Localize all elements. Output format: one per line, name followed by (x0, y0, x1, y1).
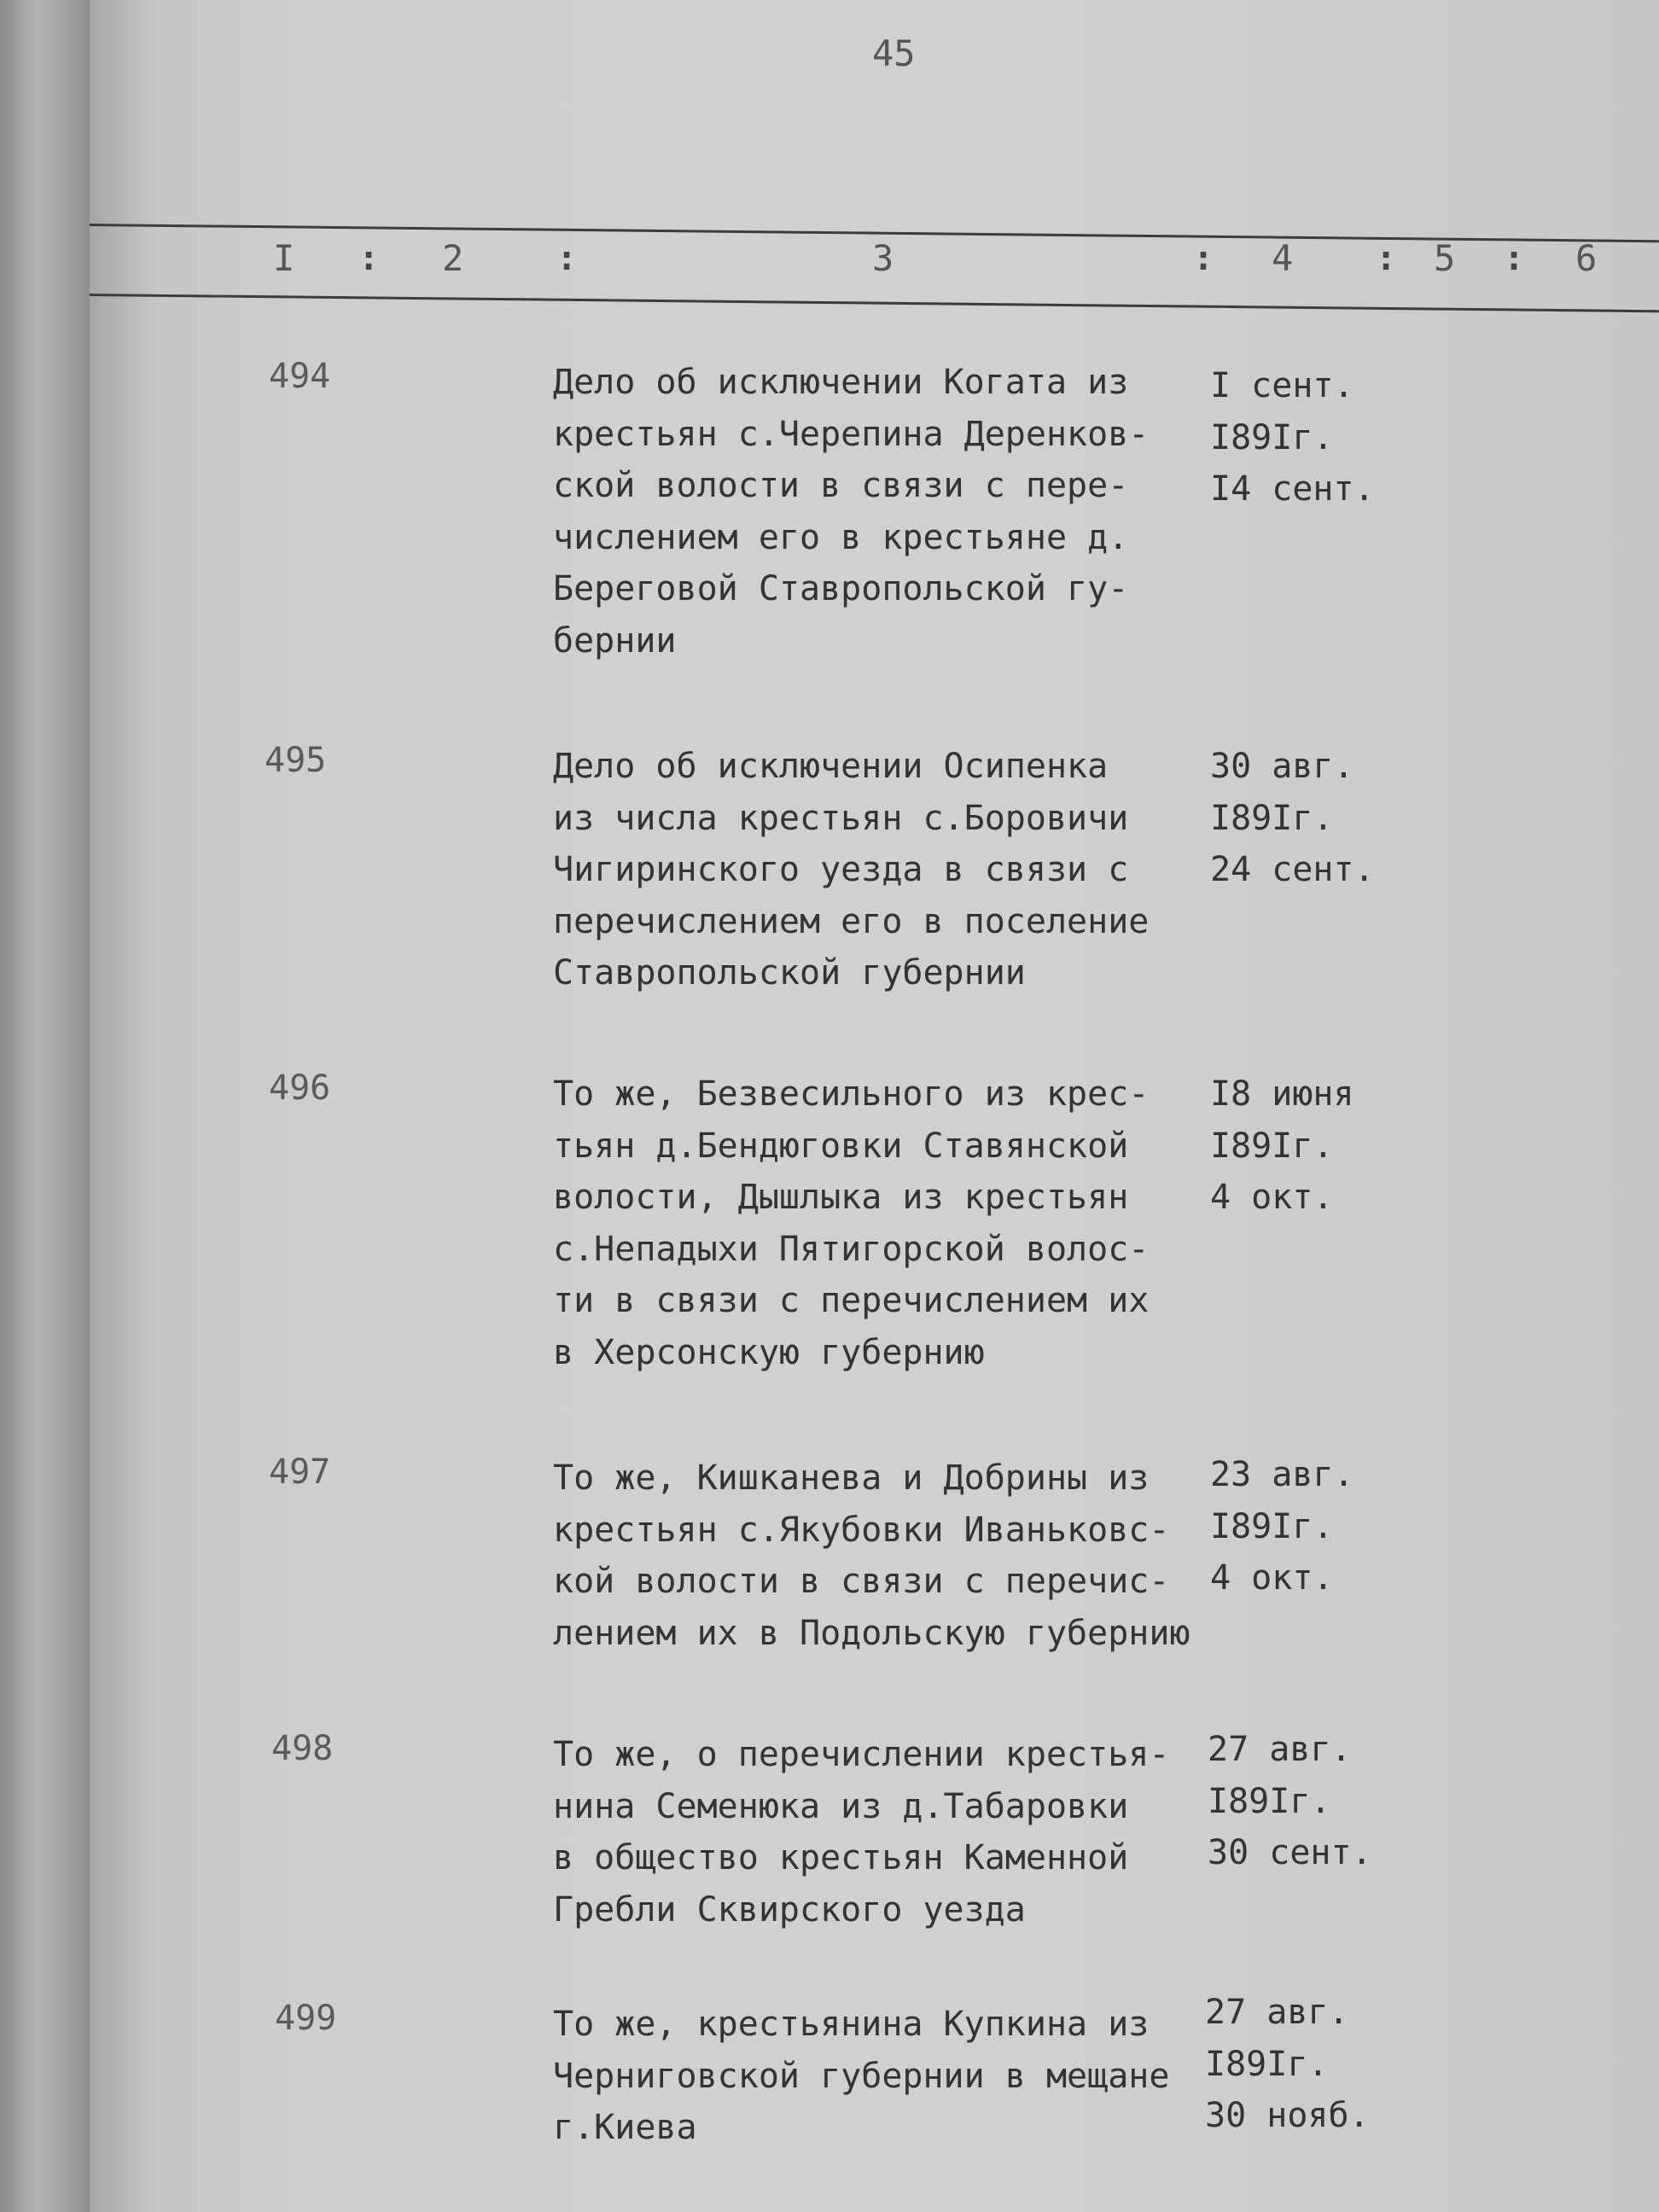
date-line: I89Iг. (1205, 2044, 1329, 2084)
entry-number: 499 (275, 1999, 337, 2038)
description-line: бернии (553, 620, 677, 661)
page-number: 45 (872, 32, 916, 74)
description-line: нина Семенюка из д.Табаровки (553, 1786, 1129, 1826)
description-line: тьян д.Бендюговки Ставянской (553, 1126, 1129, 1166)
date-line: I89Iг. (1210, 1126, 1334, 1166)
date-line: I8 июня (1210, 1074, 1354, 1114)
column-separator: : (1376, 239, 1397, 278)
date-line: I89Iг. (1210, 798, 1334, 838)
description-line: перечислением его в поселение (553, 901, 1150, 941)
entry-dates (1208, 1724, 1372, 1879)
description-line: лением их в Подольскую губернию (553, 1613, 1190, 1653)
description-line: То же, Кишканева и Добрины из (553, 1458, 1150, 1498)
description-line: То же, крестьянина Купкина из (553, 2005, 1150, 2044)
date-line: I89Iг. (1208, 1781, 1331, 1821)
column-separator: : (358, 239, 380, 278)
date-line: I4 сент. (1210, 469, 1375, 509)
entry-dates (1210, 360, 1375, 515)
entry-description (553, 357, 1149, 667)
book-spine-shadow (0, 0, 102, 2212)
description-line: числением его в крестьяне д. (553, 517, 1129, 557)
column-4-header: 4 (1272, 237, 1294, 279)
entry-description (553, 1068, 1149, 1378)
column-separator: : (556, 239, 578, 278)
column-2-header: 2 (442, 237, 464, 279)
date-line: 30 нояб. (1205, 2096, 1370, 2135)
entry-dates (1210, 1068, 1354, 1224)
description-line: волости, Дышлыка из крестьян (553, 1178, 1129, 1217)
date-line: I89Iг. (1210, 417, 1334, 457)
description-line: ти в связи с перечислением их (553, 1281, 1150, 1320)
description-line: Береговой Ставропольской гу- (553, 569, 1129, 608)
entry-number: 494 (269, 357, 331, 396)
date-line: 24 сент. (1210, 850, 1375, 889)
description-line: Чигиринского уезда в связи с (553, 850, 1129, 889)
description-line: Дело об исключении Когата из (553, 363, 1129, 402)
description-line: То же, Безвесильного из крес- (553, 1074, 1150, 1114)
description-line: кой волости в связи с перечис- (553, 1562, 1170, 1601)
entry-description (553, 1729, 1169, 1936)
description-line: в общество крестьян Каменной (553, 1838, 1129, 1877)
date-line: 30 авг. (1210, 747, 1354, 786)
column-3-header: 3 (872, 237, 894, 279)
description-line: г.Киева (553, 2108, 697, 2147)
entry-dates (1210, 741, 1375, 896)
description-line: То же, о перечислении крестья- (553, 1735, 1170, 1774)
column-6-header: 6 (1575, 237, 1598, 279)
date-line: 27 авг. (1205, 1993, 1349, 2032)
date-line: 27 авг. (1208, 1730, 1352, 1769)
entry-description (553, 741, 1149, 999)
description-line: Дело об исключении Осипенка (553, 747, 1109, 786)
column-5-header: 5 (1434, 237, 1456, 279)
entry-number: 498 (271, 1729, 334, 1768)
date-line: I сент. (1210, 366, 1354, 405)
description-line: Гребли Сквирского уезда (553, 1889, 1026, 1930)
description-line: с.Непадыхи Пятигорской волос- (553, 1229, 1150, 1269)
date-line: I89Iг. (1210, 1506, 1334, 1546)
entry-description (553, 1999, 1169, 2154)
description-line: из числа крестьян с.Боровичи (553, 798, 1129, 838)
description-line: крестьян с.Якубовки Иваньковс- (553, 1510, 1170, 1550)
entry-number: 496 (269, 1068, 331, 1108)
column-separator: : (1504, 239, 1525, 278)
description-line: Ставропольской губернии (553, 953, 1026, 992)
description-line: Черниговской губернии в мещане (553, 2056, 1170, 2096)
entry-number: 495 (265, 741, 327, 780)
entry-number: 497 (269, 1452, 331, 1492)
date-line: 23 авг. (1210, 1455, 1354, 1494)
description-line: ской волости в связи с пере- (553, 466, 1129, 505)
entry-dates (1205, 1987, 1370, 2142)
column-separator: : (1193, 239, 1214, 278)
date-line: 30 сент. (1208, 1833, 1372, 1872)
description-line: крестьян с.Черепина Деренков- (553, 414, 1150, 454)
column-1-header: I (273, 237, 295, 279)
date-line: 4 окт. (1210, 1178, 1334, 1217)
description-line: в Херсонскую губернию (553, 1332, 985, 1372)
entry-description (553, 1452, 1190, 1659)
date-line: 4 окт. (1210, 1558, 1334, 1598)
entry-dates (1210, 1449, 1354, 1604)
